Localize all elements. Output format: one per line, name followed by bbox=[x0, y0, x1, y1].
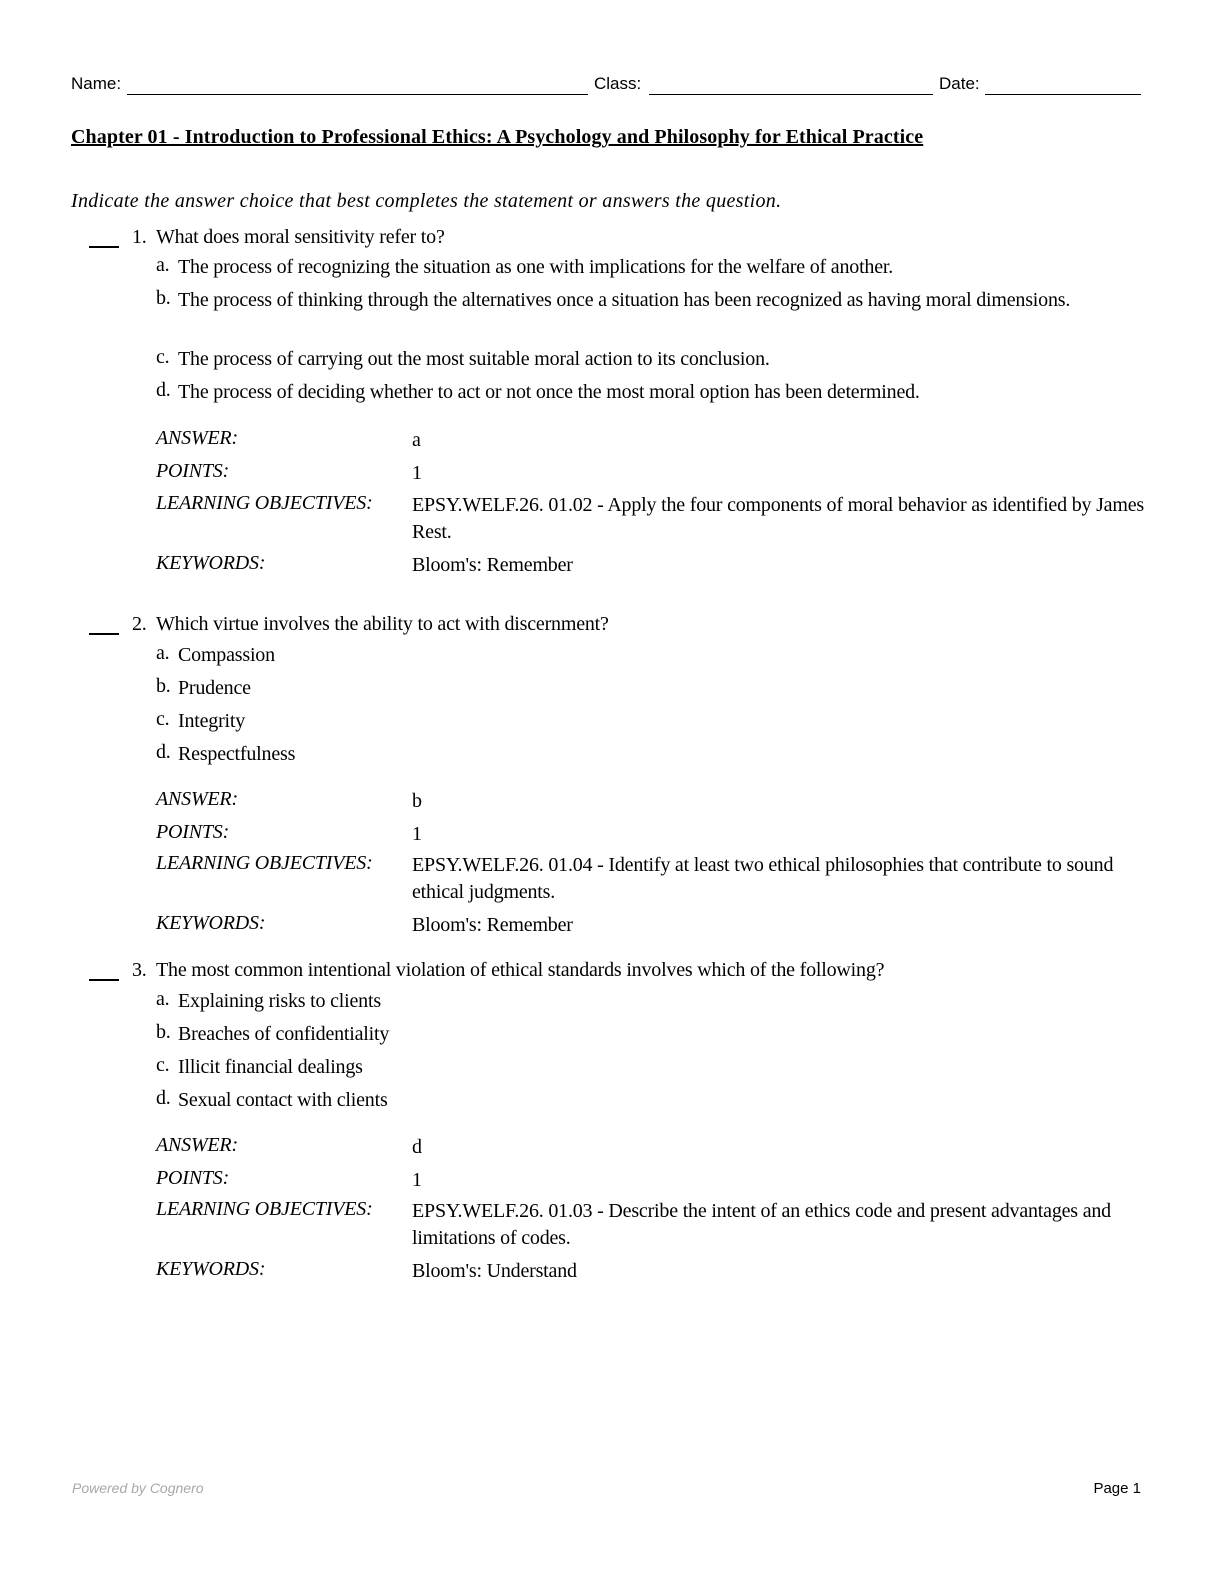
option-letter: b. bbox=[156, 675, 171, 697]
option-letter: d. bbox=[156, 379, 171, 401]
option-letter: a. bbox=[156, 642, 170, 664]
name-label: Name: bbox=[71, 74, 122, 93]
option-letter: c. bbox=[156, 1054, 170, 1076]
points-value: 1 bbox=[412, 462, 422, 484]
student-info-header bbox=[71, 72, 1141, 98]
question-text: Which virtue involves the ability to act with discernment? bbox=[156, 613, 609, 635]
answer-blank[interactable] bbox=[89, 246, 119, 248]
option-letter: c. bbox=[156, 346, 170, 368]
keywords-label: KEYWORDS: bbox=[156, 1258, 266, 1280]
points-value: 1 bbox=[412, 823, 422, 845]
keywords-label: KEYWORDS: bbox=[156, 552, 266, 574]
answer-value: a bbox=[412, 429, 421, 451]
learning-objectives-value: EPSY.WELF.26. 01.03 - Describe the intent of an ethics code and present advantages and limitations of codes. bbox=[412, 1200, 1111, 1249]
option-text: Explaining risks to clients bbox=[178, 990, 381, 1012]
question-text: What does moral sensitivity refer to? bbox=[156, 226, 445, 248]
class-field-line[interactable] bbox=[649, 94, 933, 95]
keywords-value: Bloom's: Understand bbox=[412, 1260, 577, 1282]
option-text: The process of recognizing the situation as one with implications for the welfare of another. bbox=[178, 256, 894, 278]
date-label: Date: bbox=[939, 74, 980, 93]
answer-value: b bbox=[412, 790, 422, 812]
option-letter: a. bbox=[156, 254, 170, 276]
question-number: 3. bbox=[132, 959, 147, 981]
learning-objectives-value: EPSY.WELF.26. 01.04 - Identify at least two ethical philosophies that contribute to sound ethical judgments. bbox=[412, 854, 1114, 903]
answer-value: d bbox=[412, 1136, 422, 1158]
keywords-value: Bloom's: Remember bbox=[412, 914, 573, 936]
question-text: The most common intentional violation of ethical standards involves which of the following? bbox=[156, 959, 885, 981]
points-label: POINTS: bbox=[156, 821, 230, 843]
answer-label: ANSWER: bbox=[156, 427, 238, 449]
answer-label: ANSWER: bbox=[156, 788, 238, 810]
class-label: Class: bbox=[594, 74, 642, 93]
option-text: Compassion bbox=[178, 644, 275, 666]
option-text: Respectfulness bbox=[178, 743, 296, 765]
answer-blank[interactable] bbox=[89, 633, 119, 635]
instructions-text: Indicate the answer choice that best completes the statement or answers the question. bbox=[71, 190, 782, 212]
powered-by-text: Powered by Cognero bbox=[72, 1480, 204, 1496]
option-text: Sexual contact with clients bbox=[178, 1089, 388, 1111]
option-letter: b. bbox=[156, 1021, 171, 1043]
learning-objectives-label: LEARNING OBJECTIVES: bbox=[156, 1198, 373, 1220]
option-text: Breaches of confidentiality bbox=[178, 1023, 390, 1045]
keywords-value: Bloom's: Remember bbox=[412, 554, 573, 576]
option-letter: d. bbox=[156, 741, 171, 763]
name-field-line[interactable] bbox=[127, 94, 588, 95]
option-text: The process of carrying out the most suitable moral action to its conclusion. bbox=[178, 348, 770, 370]
page-number: Page 1 bbox=[1093, 1480, 1141, 1497]
points-label: POINTS: bbox=[156, 1167, 230, 1189]
option-letter: d. bbox=[156, 1087, 171, 1109]
option-letter: a. bbox=[156, 988, 170, 1010]
question-number: 2. bbox=[132, 613, 147, 635]
keywords-label: KEYWORDS: bbox=[156, 912, 266, 934]
question-number: 1. bbox=[132, 226, 147, 248]
option-letter: b. bbox=[156, 287, 171, 309]
date-field-line[interactable] bbox=[985, 94, 1141, 95]
answer-label: ANSWER: bbox=[156, 1134, 238, 1156]
option-text: The process of deciding whether to act or not once the most moral option has been determined. bbox=[178, 381, 920, 403]
points-label: POINTS: bbox=[156, 460, 230, 482]
option-text: The process of thinking through the alternatives once a situation has been recognized as having moral dimensions. bbox=[178, 289, 1071, 311]
points-value: 1 bbox=[412, 1169, 422, 1191]
learning-objectives-label: LEARNING OBJECTIVES: bbox=[156, 492, 373, 514]
answer-blank[interactable] bbox=[89, 979, 119, 981]
option-text: Prudence bbox=[178, 677, 251, 699]
learning-objectives-label: LEARNING OBJECTIVES: bbox=[156, 852, 373, 874]
chapter-title: Chapter 01 - Introduction to Professional Ethics: A Psychology and Philosophy for Ethical Practice bbox=[71, 126, 924, 148]
option-text: Integrity bbox=[178, 710, 246, 732]
option-letter: c. bbox=[156, 708, 170, 730]
option-text: Illicit financial dealings bbox=[178, 1056, 363, 1078]
learning-objectives-value: EPSY.WELF.26. 01.02 - Apply the four components of moral behavior as identified by James Rest. bbox=[412, 494, 1144, 543]
